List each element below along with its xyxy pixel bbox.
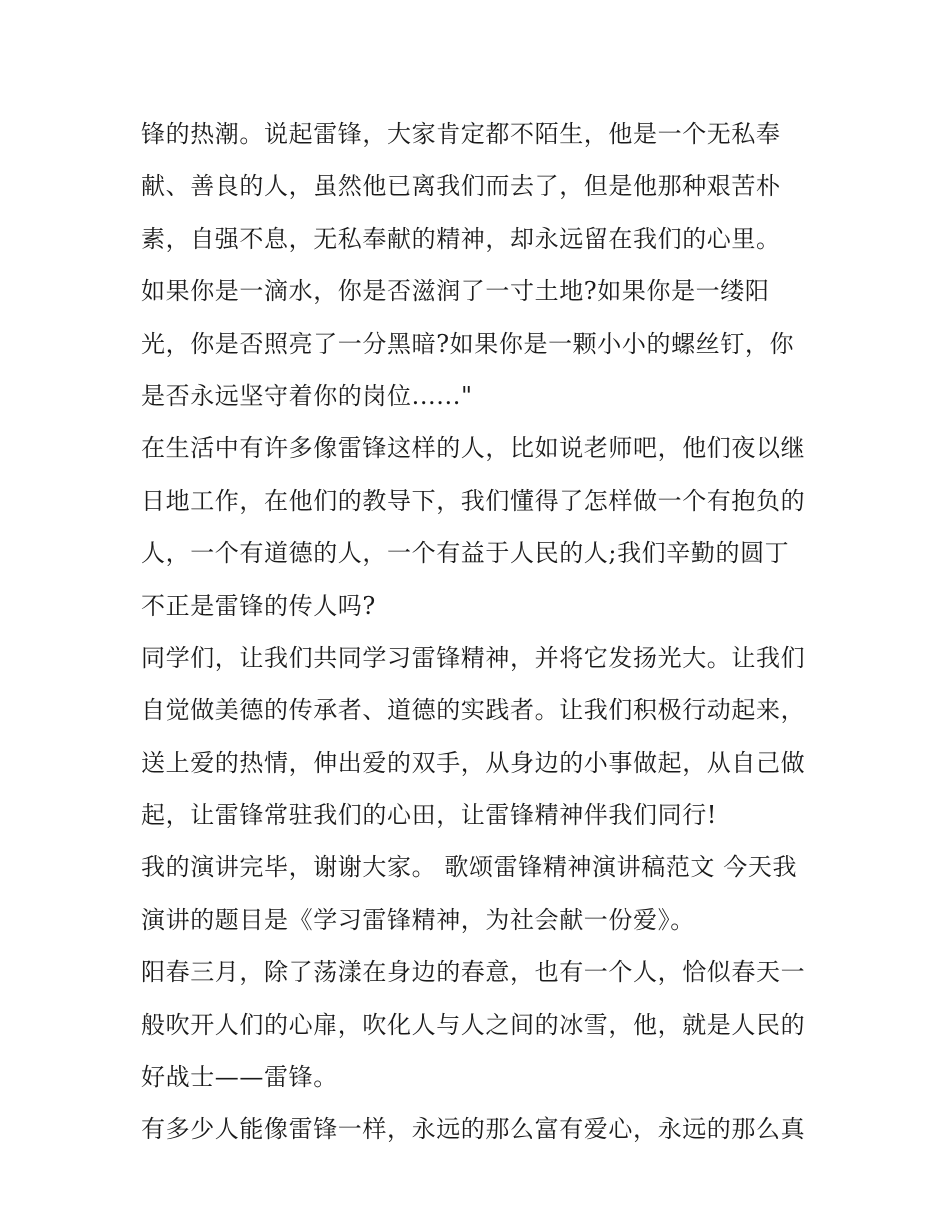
body-text (141, 108, 821, 1156)
text-line: 送上爱的热情，伸出爱的双手，从身边的小事做起，从自己做 (141, 748, 806, 777)
text-line: 有多少人能像雷锋一样，永远的那么富有爱心，永远的那么真 (141, 1115, 806, 1144)
text-line: 般吹开人们的心扉，吹化人与人之间的冰雪，他，就是人民的 (141, 1010, 806, 1039)
text-line: 起，让雷锋常驻我们的心田，让雷锋精神伴我们同行! (141, 801, 718, 830)
text-line: 演讲的题目是《学习雷锋精神，为社会献一份爱》。 (141, 905, 695, 934)
text-line: 自觉做美德的传承者、道德的实践者。让我们积极行动起来， (141, 696, 806, 725)
text-line: 人，一个有道德的人，一个有益于人民的人;我们辛勤的圆丁 (141, 539, 790, 568)
text-line: 素，自强不息，无私奉献的精神，却永远留在我们的心里。 (141, 224, 781, 253)
text-line: 献、善良的人，虽然他已离我们而去了，但是他那种艰苦朴 (141, 172, 781, 201)
text-line: 阳春三月，除了荡漾在身边的春意，也有一个人，恰似春天一 (141, 958, 806, 987)
text-line: 是否永远坚守着你的岗位......" (141, 381, 473, 410)
text-line: 不正是雷锋的传人吗? (141, 591, 376, 620)
text-line: 光，你是否照亮了一分黑暗?如果你是一颗小小的螺丝钉，你 (141, 329, 795, 358)
text-line: 日地工作，在他们的教导下，我们懂得了怎样做一个有抱负的 (141, 486, 806, 515)
text-line: 在生活中有许多像雷锋这样的人，比如说老师吧，他们夜以继 (141, 434, 806, 463)
text-line: 我的演讲完毕，谢谢大家。 歌颂雷锋精神演讲稿范文 今天我 (141, 853, 798, 882)
text-line: 好战士——雷锋。 (141, 1063, 338, 1092)
text-line: 如果你是一滴水，你是否滋润了一寸土地?如果你是一缕阳 (141, 277, 770, 306)
text-line: 同学们，让我们共同学习雷锋精神，并将它发扬光大。让我们 (141, 643, 806, 672)
text-line: 锋的热潮。说起雷锋，大家肯定都不陌生，他是一个无私奉 (141, 120, 781, 148)
